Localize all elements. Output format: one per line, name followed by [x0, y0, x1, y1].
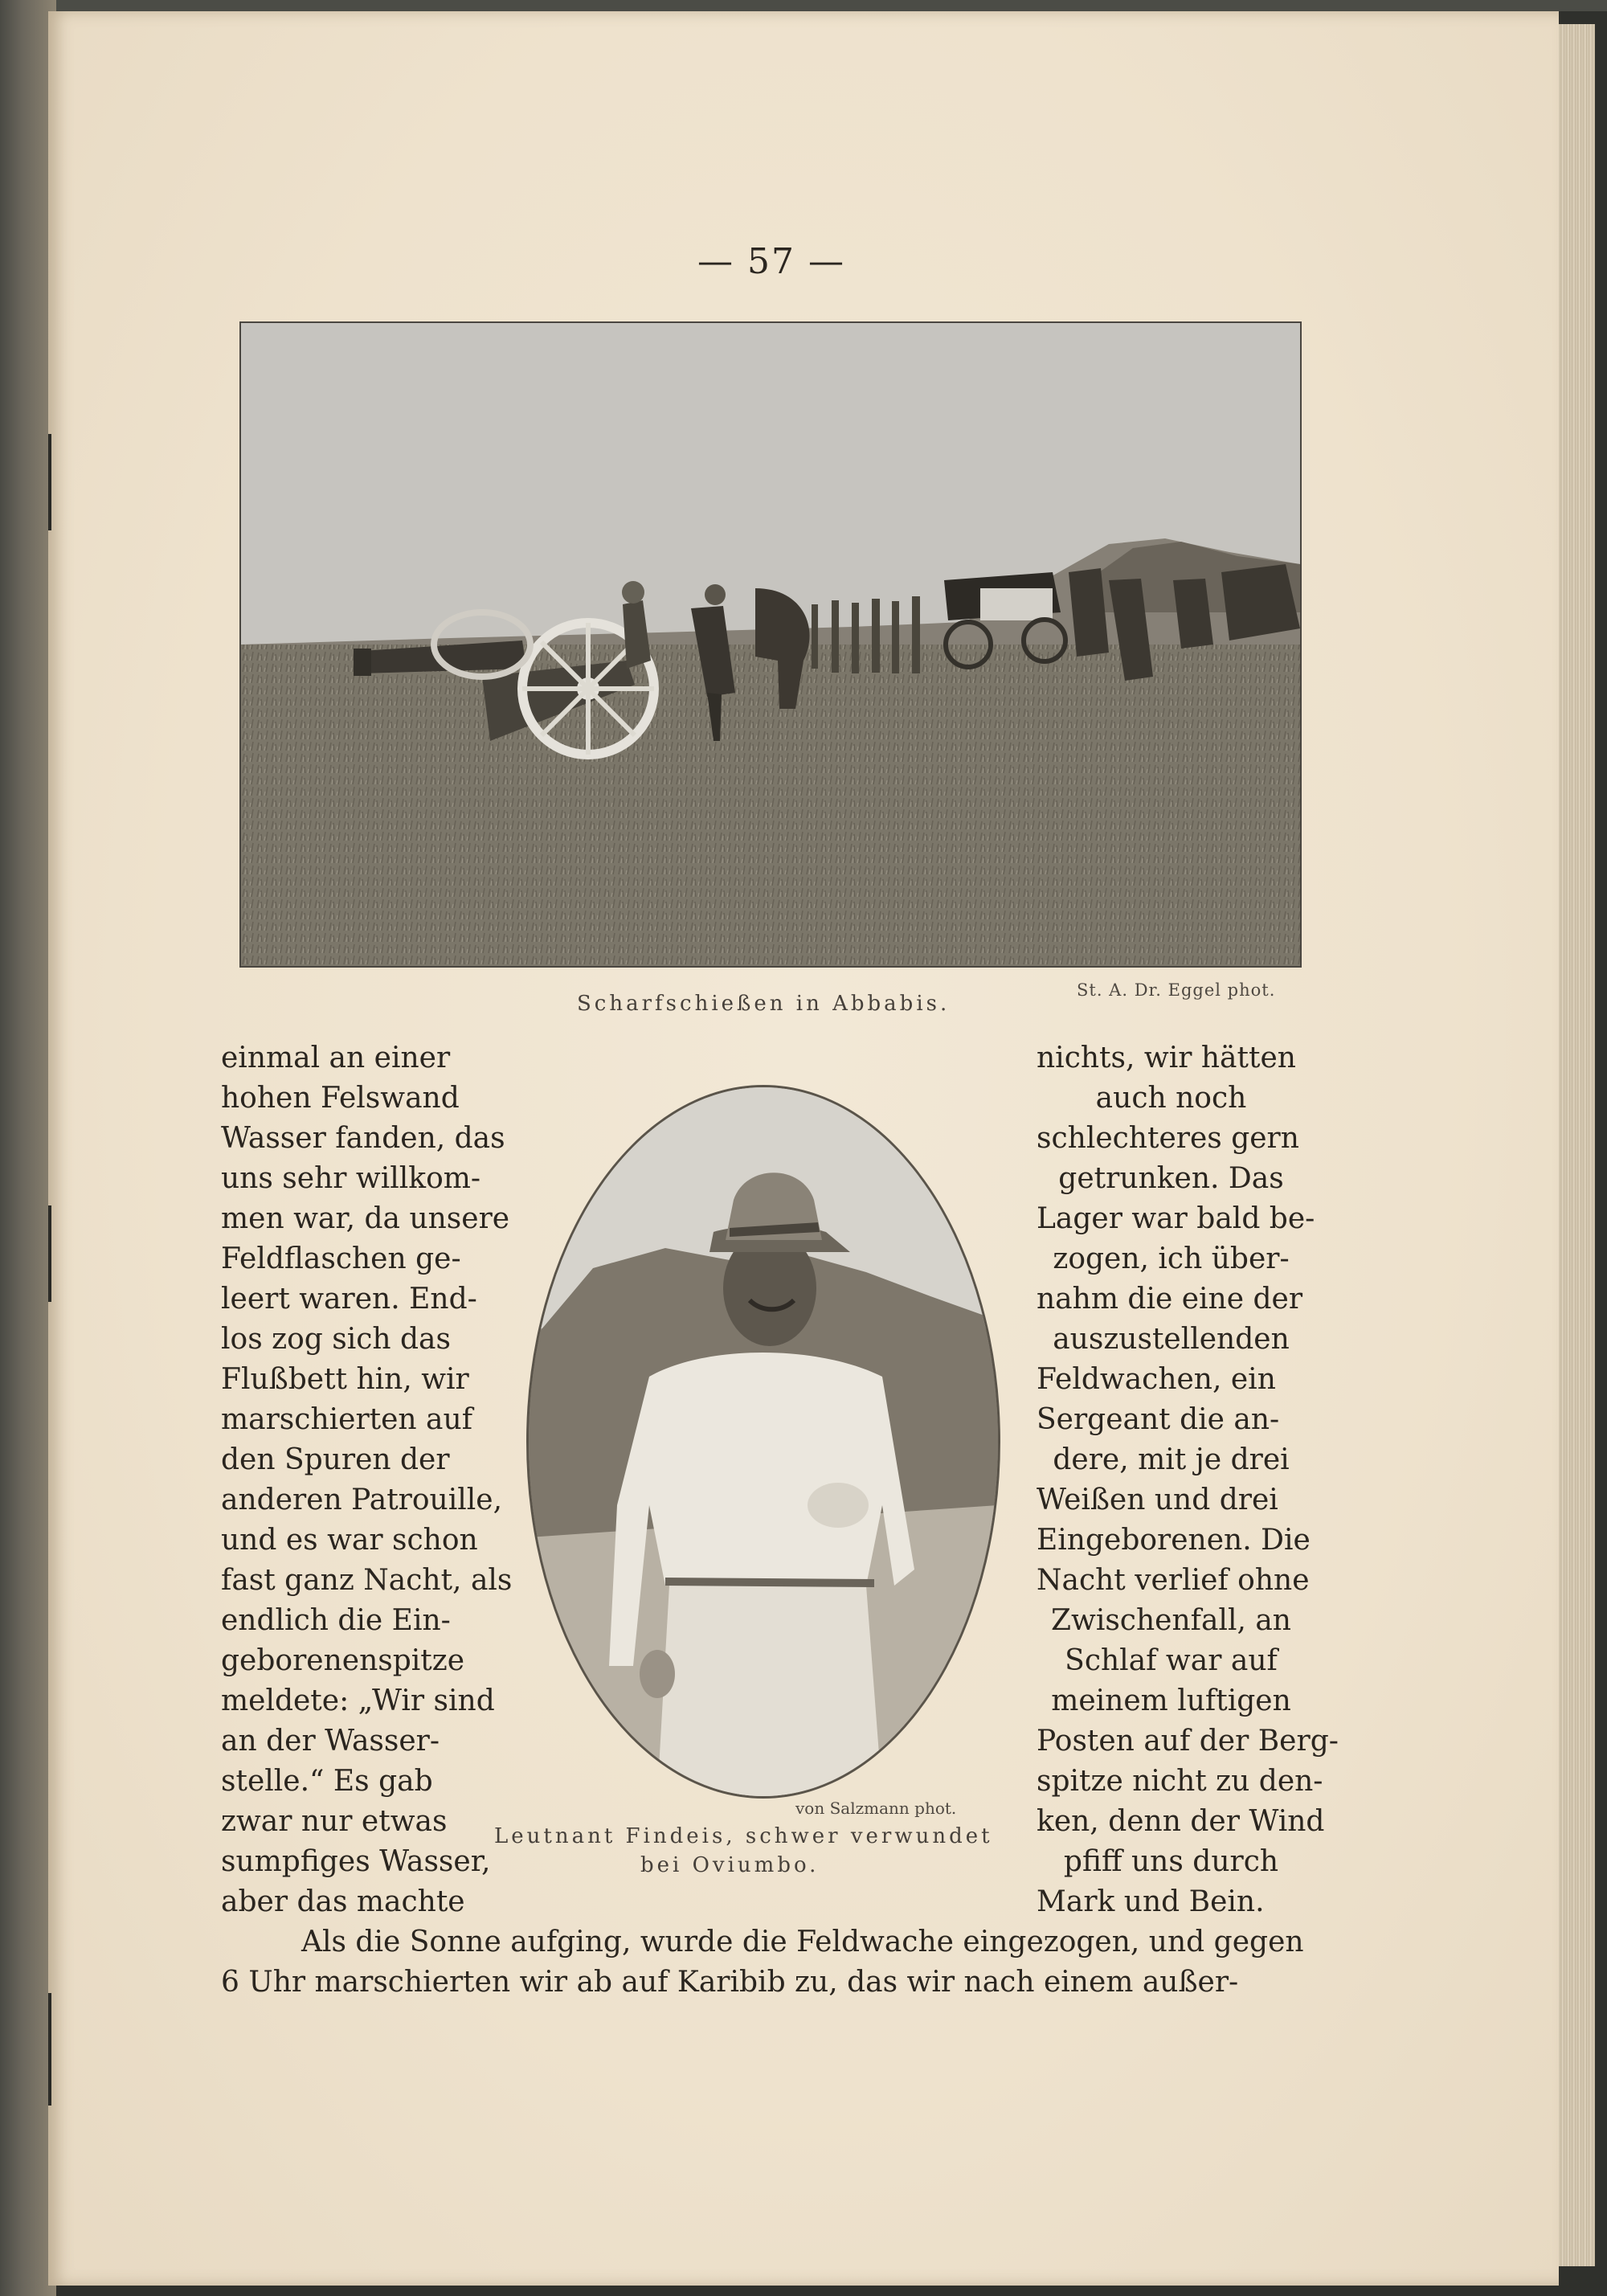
book-cover-top-edge [0, 0, 1607, 11]
right-column-line: schlechteres gern [1037, 1122, 1299, 1155]
left-column-line: Flußbett hin, wir [221, 1363, 469, 1396]
artillery-photo-scene [241, 323, 1300, 966]
left-column-line: geborenenspitze [221, 1644, 465, 1677]
page-number: — 57 — [697, 241, 845, 282]
body-text-line: Als die Sonne aufging, wurde die Feldwache eingezogen, und gegen [301, 1926, 1304, 1958]
left-column-line: Feldflaschen ge- [221, 1242, 461, 1275]
right-column-line: nahm die eine der [1037, 1283, 1303, 1316]
photo-caption: Scharfschießen in Abbabis. [577, 992, 951, 1016]
right-column-line: Schlaf war auf [1065, 1644, 1278, 1677]
right-column-line: dere, mit je drei [1053, 1443, 1290, 1476]
left-column-line: sumpfiges Wasser, [221, 1845, 491, 1878]
right-column-line: getrunken. Das [1058, 1162, 1284, 1195]
right-column-line: Posten auf der Berg- [1037, 1725, 1339, 1758]
body-text-line: 6 Uhr marschierten wir ab auf Karibib zu, das wir nach einem außer- [221, 1966, 1239, 1999]
right-column-line: Eingeborenen. Die [1037, 1524, 1311, 1557]
left-column-line: den Spuren der [221, 1443, 450, 1476]
left-column-line: an der Wasser- [221, 1725, 440, 1758]
left-column-line: Wasser fanden, das [221, 1122, 505, 1155]
right-column-line: meinem luftigen [1051, 1684, 1291, 1717]
left-column-line: hohen Felswand [221, 1082, 460, 1115]
left-column-line: zwar nur etwas [221, 1805, 448, 1838]
left-column-line: meldete: „Wir sind [221, 1684, 495, 1717]
left-column-line: los zog sich das [221, 1323, 451, 1356]
left-column-line: uns sehr willkom- [221, 1162, 481, 1195]
left-column-line: stelle.“ Es gab [221, 1765, 433, 1798]
left-column-line: men war, da unsere [221, 1202, 510, 1235]
right-column-line: Zwischenfall, an [1050, 1604, 1291, 1637]
right-column-line: Lager war bald be- [1037, 1202, 1315, 1235]
right-column-line: Mark und Bein. [1037, 1885, 1265, 1918]
left-column-line: fast ganz Nacht, als [221, 1564, 513, 1597]
left-column-line: endlich die Ein- [221, 1604, 451, 1637]
left-column-line: marschierten auf [221, 1403, 473, 1436]
right-column-line: Weißen und drei [1037, 1484, 1278, 1516]
binding-mark [48, 1205, 51, 1302]
right-column-line: Nacht verlief ohne [1037, 1564, 1310, 1597]
right-column-line: spitze nicht zu den- [1037, 1765, 1323, 1798]
right-column-line: nichts, wir hätten [1037, 1042, 1296, 1074]
photo-credit: St. A. Dr. Eggel phot. [1077, 980, 1276, 1000]
right-column-line: auch noch [1095, 1082, 1247, 1115]
portrait-photo-scene [529, 1087, 998, 1796]
left-column-line: aber das machte [221, 1885, 465, 1918]
binding-mark [48, 1993, 51, 2106]
right-column-line: zogen, ich über- [1053, 1242, 1290, 1275]
artillery-photo [239, 321, 1302, 968]
right-column-line: ken, denn der Wind [1037, 1805, 1325, 1838]
left-column-line: leert waren. End- [221, 1283, 477, 1316]
left-column-line: und es war schon [221, 1524, 478, 1557]
left-column-line: anderen Patrouille, [221, 1484, 503, 1516]
page-stack-edges [1559, 24, 1595, 2266]
portrait-caption-line: Leutnant Findeis, schwer verwundet [494, 1824, 993, 1848]
right-column-line: Sergeant die an- [1037, 1403, 1280, 1436]
right-column-line: Feldwachen, ein [1037, 1363, 1276, 1396]
portrait-photo [526, 1085, 1000, 1799]
right-column-line: pfiff uns durch [1063, 1845, 1279, 1878]
portrait-photo-credit: von Salzmann phot. [795, 1799, 957, 1818]
right-column-line: auszustellenden [1053, 1323, 1290, 1356]
portrait-caption-line: bei Oviumbo. [640, 1853, 820, 1877]
left-column-line: einmal an einer [221, 1042, 451, 1074]
binding-mark [48, 434, 51, 530]
